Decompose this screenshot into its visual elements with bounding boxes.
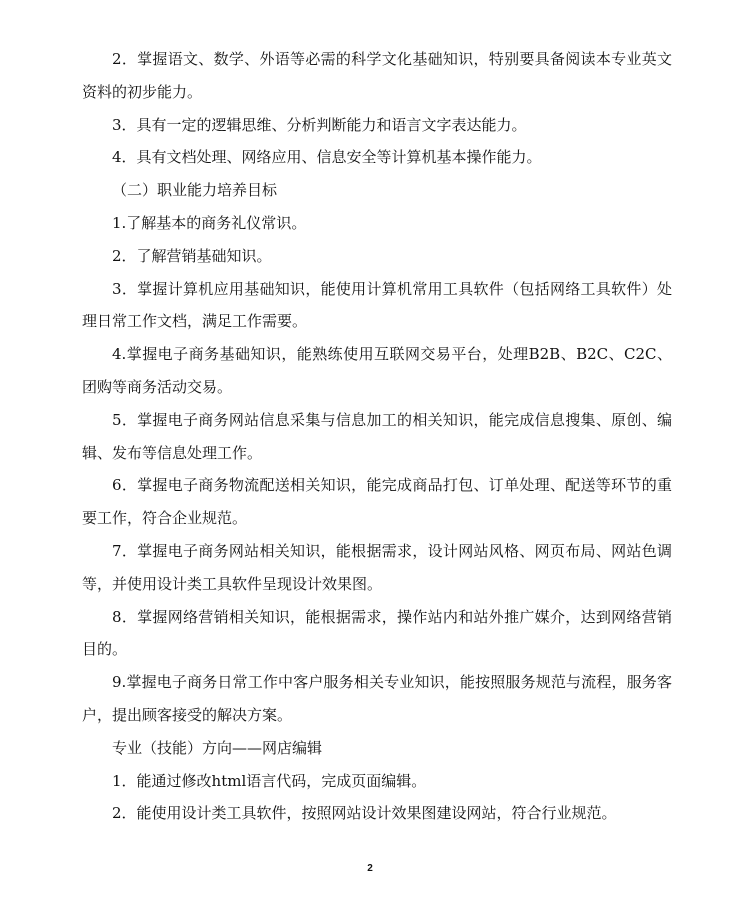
paragraph-vocational-9: 9.掌握电子商务日常工作中客户服务相关专业知识，能按照服务规范与流程，服务客户，提出顾客接受的解决方案。	[82, 673, 672, 724]
paragraph-vocational-5: 5．掌握电子商务网站信息采集与信息加工的相关知识，能完成信息搜集、原创、编辑、发布等信息处理工作。	[82, 410, 672, 462]
section-heading-specialization: 专业（技能）方向——网店编辑	[112, 738, 323, 757]
paragraph-general-ability-4: 4．具有文档处理、网络应用、信息安全等计算机基本操作能力。	[112, 148, 542, 167]
paragraph-vocational-6: 6．掌握电子商务物流配送相关知识，能完成商品打包、订单处理、配送等环节的重要工作，符合企业规范。	[82, 476, 672, 528]
document-body	[82, 43, 672, 830]
paragraph-vocational-2: 2．了解营销基础知识。	[112, 246, 272, 265]
section-heading-vocational-goals: （二）职业能力培养目标	[112, 181, 278, 200]
paragraph-general-ability-3: 3．具有一定的逻辑思维、分析判断能力和语言文字表达能力。	[112, 115, 527, 134]
paragraph-vocational-1: 1.了解基本的商务礼仪常识。	[112, 213, 307, 232]
page-number: 2	[367, 863, 373, 874]
paragraph-specialization-1: 1．能通过修改html语言代码，完成页面编辑。	[112, 771, 427, 790]
paragraph-general-ability-2: 2．掌握语文、数学、外语等必需的科学文化基础知识，特别要具备阅读本专业英文资料的初步能力。	[82, 50, 672, 101]
paragraph-vocational-8: 8．掌握网络营销相关知识，能根据需求，操作站内和站外推广媒介，达到网络营销目的。	[82, 607, 672, 659]
paragraph-vocational-4: 4.掌握电子商务基础知识，能熟练使用互联网交易平台，处理B2B、B2C、C2C、团购等商务活动交易。	[82, 345, 672, 396]
paragraph-vocational-7: 7．掌握电子商务网站相关知识，能根据需求，设计网站风格、网页布局、网站色调等，并使用设计类工具软件呈现设计效果图。	[82, 541, 672, 593]
paragraph-specialization-2: 2．能使用设计类工具软件，按照网站设计效果图建设网站，符合行业规范。	[112, 804, 617, 823]
paragraph-vocational-3: 3．掌握计算机应用基础知识，能使用计算机常用工具软件（包括网络工具软件）处理日常工作文档，满足工作需要。	[82, 279, 672, 331]
